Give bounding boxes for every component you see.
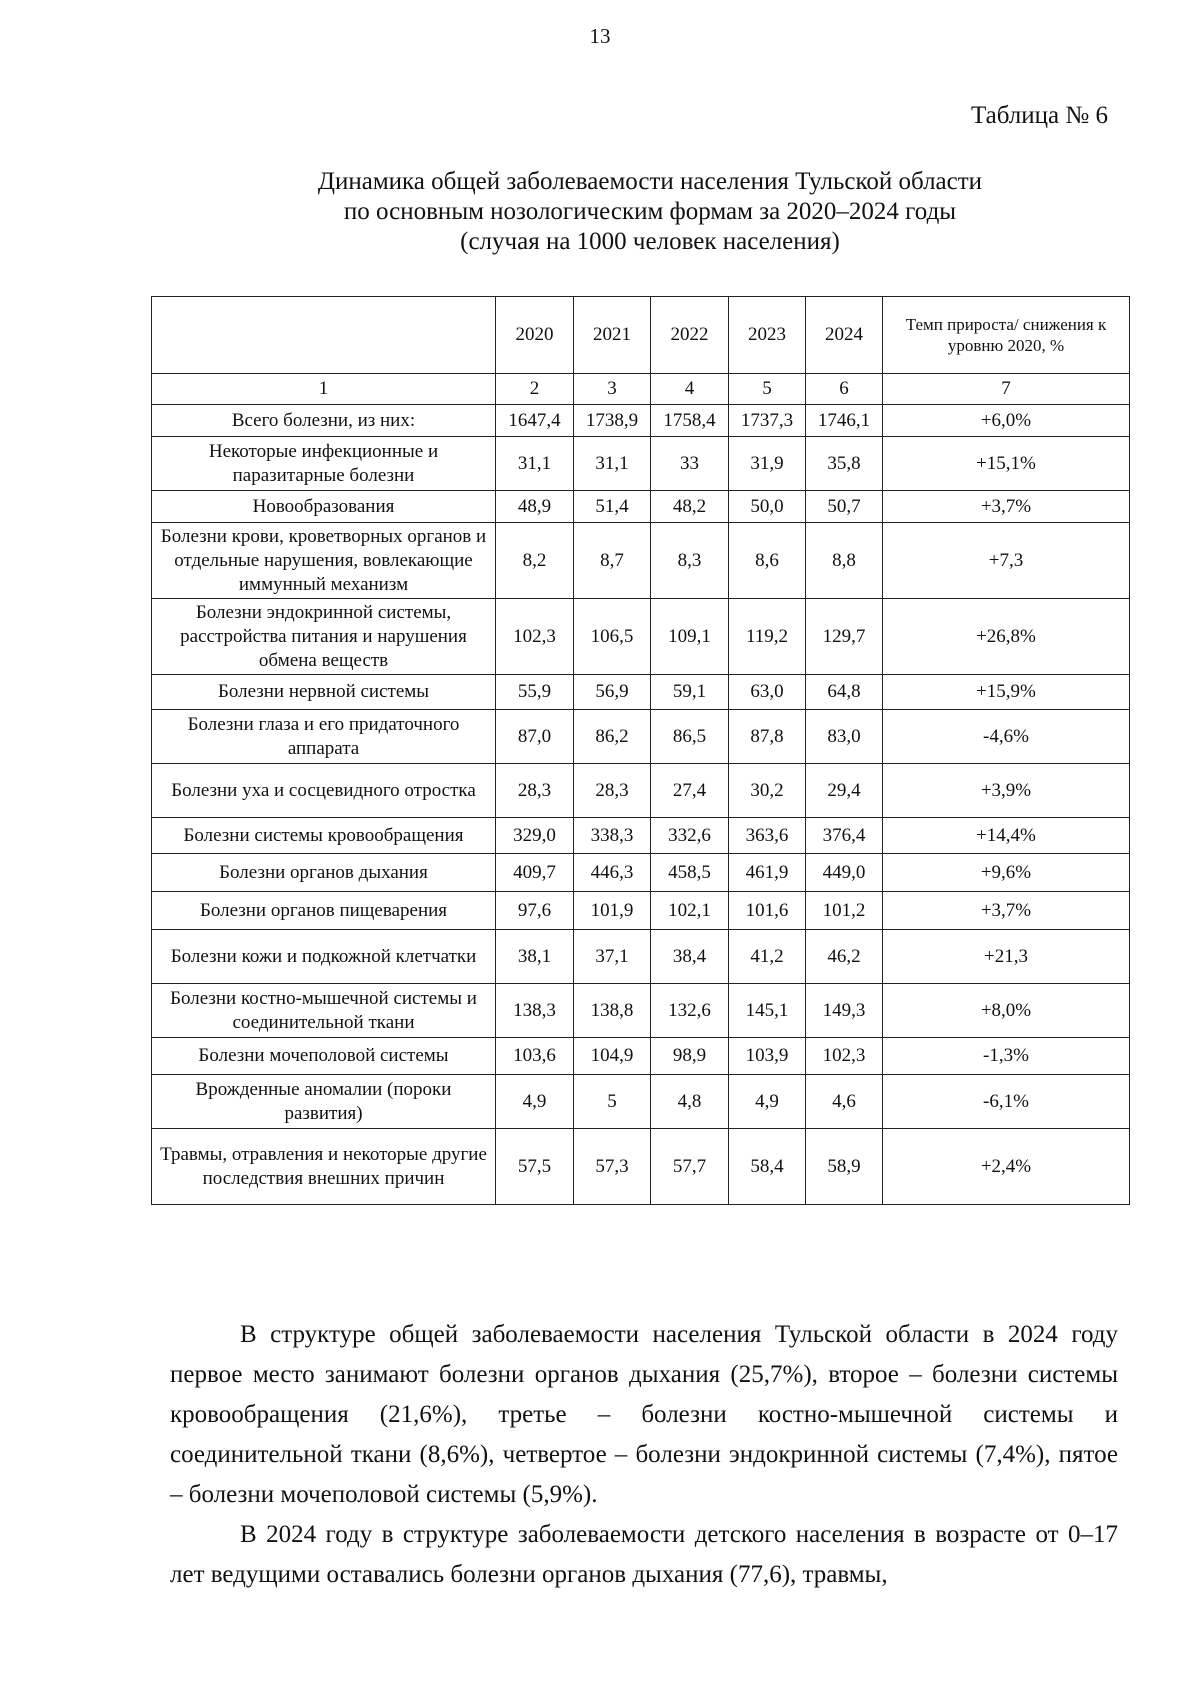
- row-name-cell: Болезни нервной системы: [152, 675, 496, 710]
- table-row: [152, 491, 1130, 523]
- value-cell-2021: 106,5: [574, 599, 651, 675]
- table-row: [152, 764, 1130, 818]
- row-name-cell: Болезни органов пищеварения: [152, 892, 496, 930]
- value-cell-2024: 29,4: [806, 764, 883, 818]
- value-cell-2022: 458,5: [651, 854, 729, 892]
- value-cell-2020: 329,0: [496, 818, 574, 854]
- value-cell-2022: 102,1: [651, 892, 729, 930]
- value-cell-2022: 48,2: [651, 491, 729, 523]
- row-name-cell: Болезни органов дыхания: [152, 854, 496, 892]
- value-cell-2020: 55,9: [496, 675, 574, 710]
- value-cell-2023: 119,2: [729, 599, 806, 675]
- growth-rate-cell: +3,9%: [883, 764, 1130, 818]
- value-cell-2024: 8,8: [806, 523, 883, 599]
- growth-rate-cell: +15,1%: [883, 437, 1130, 491]
- header-cell-name: [152, 297, 496, 374]
- value-cell-2021: 446,3: [574, 854, 651, 892]
- value-cell-2022: 38,4: [651, 930, 729, 984]
- value-cell-2020: 409,7: [496, 854, 574, 892]
- value-cell-2020: 8,2: [496, 523, 574, 599]
- header-cell-2024: 2024: [806, 297, 883, 374]
- table-row: [152, 818, 1130, 854]
- value-cell-2022: 1758,4: [651, 405, 729, 437]
- body-text: [170, 1315, 1118, 1595]
- row-name-cell: Болезни системы кровообращения: [152, 818, 496, 854]
- value-cell-2021: 338,3: [574, 818, 651, 854]
- value-cell-2023: 63,0: [729, 675, 806, 710]
- value-cell-2021: 104,9: [574, 1038, 651, 1075]
- row-name-cell: Всего болезни, из них:: [152, 405, 496, 437]
- value-cell-2024: 83,0: [806, 710, 883, 764]
- value-cell-2023: 41,2: [729, 930, 806, 984]
- growth-rate-cell: +3,7%: [883, 892, 1130, 930]
- table-row: [152, 405, 1130, 437]
- value-cell-2024: 101,2: [806, 892, 883, 930]
- paragraph: В структуре общей заболеваемости населения Тульской области в 2024 году первое место занимают болезни органов дыхания (25,7%), второе – болезни системы кровообращения (21,6%), третье – болезни костно-мышечной системы и соединительной ткани (8,6%), четвертое – болезни эндокринной системы (7,4%), пятое – болезни мочеполовой системы (5,9%).: [170, 1321, 1118, 1508]
- growth-rate-cell: -1,3%: [883, 1038, 1130, 1075]
- row-name-cell: Болезни глаза и его придаточного аппарата: [152, 710, 496, 764]
- value-cell-2022: 86,5: [651, 710, 729, 764]
- row-name-cell: Болезни крови, кроветворных органов и отдельные нарушения, вовлекающие иммунный механизм: [152, 523, 496, 599]
- column-number: 6: [806, 374, 883, 405]
- value-cell-2023: 103,9: [729, 1038, 806, 1075]
- growth-rate-cell: +9,6%: [883, 854, 1130, 892]
- header-cell-2023: 2023: [729, 297, 806, 374]
- value-cell-2024: 4,6: [806, 1075, 883, 1129]
- value-cell-2022: 33: [651, 437, 729, 491]
- value-cell-2023: 58,4: [729, 1129, 806, 1205]
- value-cell-2020: 38,1: [496, 930, 574, 984]
- value-cell-2021: 28,3: [574, 764, 651, 818]
- value-cell-2022: 109,1: [651, 599, 729, 675]
- row-name-cell: Новообразования: [152, 491, 496, 523]
- table-body: [152, 405, 1130, 1205]
- value-cell-2021: 51,4: [574, 491, 651, 523]
- row-name-cell: Некоторые инфекционные и паразитарные болезни: [152, 437, 496, 491]
- value-cell-2021: 8,7: [574, 523, 651, 599]
- value-cell-2022: 132,6: [651, 984, 729, 1038]
- value-cell-2020: 87,0: [496, 710, 574, 764]
- value-cell-2023: 30,2: [729, 764, 806, 818]
- table-row: [152, 854, 1130, 892]
- value-cell-2020: 97,6: [496, 892, 574, 930]
- table-row: [152, 984, 1130, 1038]
- header-cell-2021: 2021: [574, 297, 651, 374]
- page-number: 13: [589, 24, 611, 48]
- value-cell-2023: 101,6: [729, 892, 806, 930]
- value-cell-2023: 87,8: [729, 710, 806, 764]
- value-cell-2021: 101,9: [574, 892, 651, 930]
- table-row: [152, 1129, 1130, 1205]
- header-cell-growth-rate: Темп прироста/ снижения к уровню 2020, %: [883, 297, 1130, 374]
- value-cell-2021: 57,3: [574, 1129, 651, 1205]
- value-cell-2024: 50,7: [806, 491, 883, 523]
- table-header-row: [152, 297, 1130, 374]
- value-cell-2020: 48,9: [496, 491, 574, 523]
- value-cell-2022: 59,1: [651, 675, 729, 710]
- value-cell-2024: 129,7: [806, 599, 883, 675]
- column-number: 3: [574, 374, 651, 405]
- growth-rate-cell: +15,9%: [883, 675, 1130, 710]
- value-cell-2023: 31,9: [729, 437, 806, 491]
- value-cell-2021: 138,8: [574, 984, 651, 1038]
- growth-rate-cell: +8,0%: [883, 984, 1130, 1038]
- table-column-number-row: [152, 374, 1130, 405]
- value-cell-2022: 4,8: [651, 1075, 729, 1129]
- value-cell-2021: 5: [574, 1075, 651, 1129]
- table-title-line: по основным нозологическим формам за 2020–2024 годы: [343, 198, 957, 225]
- table-row: [152, 892, 1130, 930]
- value-cell-2023: 145,1: [729, 984, 806, 1038]
- value-cell-2020: 57,5: [496, 1129, 574, 1205]
- value-cell-2024: 376,4: [806, 818, 883, 854]
- value-cell-2021: 86,2: [574, 710, 651, 764]
- value-cell-2023: 363,6: [729, 818, 806, 854]
- growth-rate-cell: +26,8%: [883, 599, 1130, 675]
- value-cell-2020: 102,3: [496, 599, 574, 675]
- table-row: [152, 1038, 1130, 1075]
- row-name-cell: Болезни эндокринной системы, расстройства питания и нарушения обмена веществ: [152, 599, 496, 675]
- value-cell-2024: 58,9: [806, 1129, 883, 1205]
- growth-rate-cell: +3,7%: [883, 491, 1130, 523]
- table-row: [152, 710, 1130, 764]
- growth-rate-cell: +21,3: [883, 930, 1130, 984]
- row-name-cell: Болезни уха и сосцевидного отростка: [152, 764, 496, 818]
- value-cell-2020: 1647,4: [496, 405, 574, 437]
- value-cell-2020: 28,3: [496, 764, 574, 818]
- growth-rate-cell: +14,4%: [883, 818, 1130, 854]
- growth-rate-cell: -4,6%: [883, 710, 1130, 764]
- value-cell-2021: 31,1: [574, 437, 651, 491]
- value-cell-2023: 4,9: [729, 1075, 806, 1129]
- value-cell-2024: 46,2: [806, 930, 883, 984]
- header-cell-2020: 2020: [496, 297, 574, 374]
- row-name-cell: Болезни кожи и подкожной клетчатки: [152, 930, 496, 984]
- value-cell-2024: 1746,1: [806, 405, 883, 437]
- table-row: [152, 599, 1130, 675]
- value-cell-2020: 31,1: [496, 437, 574, 491]
- value-cell-2024: 35,8: [806, 437, 883, 491]
- growth-rate-cell: +6,0%: [883, 405, 1130, 437]
- value-cell-2021: 1738,9: [574, 405, 651, 437]
- column-number: 2: [496, 374, 574, 405]
- row-name-cell: Травмы, отравления и некоторые другие последствия внешних причин: [152, 1129, 496, 1205]
- value-cell-2024: 102,3: [806, 1038, 883, 1075]
- value-cell-2023: 8,6: [729, 523, 806, 599]
- value-cell-2022: 27,4: [651, 764, 729, 818]
- table-row: [152, 437, 1130, 491]
- value-cell-2022: 332,6: [651, 818, 729, 854]
- value-cell-2024: 449,0: [806, 854, 883, 892]
- value-cell-2022: 98,9: [651, 1038, 729, 1075]
- value-cell-2020: 103,6: [496, 1038, 574, 1075]
- value-cell-2022: 57,7: [651, 1129, 729, 1205]
- value-cell-2020: 4,9: [496, 1075, 574, 1129]
- paragraph: В 2024 году в структуре заболеваемости детского населения в возрасте от 0–17 лет ведущими оставались болезни органов дыхания (77,6), травмы,: [170, 1521, 1118, 1588]
- table-title: [150, 167, 1150, 257]
- table-title-line: Динамика общей заболеваемости населения Тульской области: [317, 168, 983, 195]
- value-cell-2024: 149,3: [806, 984, 883, 1038]
- row-name-cell: Болезни мочеполовой системы: [152, 1038, 496, 1075]
- table-row: [152, 1075, 1130, 1129]
- column-number: 1: [152, 374, 496, 405]
- column-number: 7: [883, 374, 1130, 405]
- value-cell-2023: 50,0: [729, 491, 806, 523]
- table-row: [152, 675, 1130, 710]
- header-cell-2022: 2022: [651, 297, 729, 374]
- morbidity-table: [151, 296, 1130, 1205]
- value-cell-2023: 461,9: [729, 854, 806, 892]
- value-cell-2024: 64,8: [806, 675, 883, 710]
- value-cell-2021: 37,1: [574, 930, 651, 984]
- table-title-line: (случая на 1000 человек населения): [460, 228, 840, 255]
- growth-rate-cell: +7,3: [883, 523, 1130, 599]
- table-row: [152, 930, 1130, 984]
- value-cell-2021: 56,9: [574, 675, 651, 710]
- table-row: [152, 523, 1130, 599]
- column-number: 4: [651, 374, 729, 405]
- value-cell-2020: 138,3: [496, 984, 574, 1038]
- value-cell-2022: 8,3: [651, 523, 729, 599]
- growth-rate-cell: -6,1%: [883, 1075, 1130, 1129]
- growth-rate-cell: +2,4%: [883, 1129, 1130, 1205]
- row-name-cell: Врожденные аномалии (пороки развития): [152, 1075, 496, 1129]
- value-cell-2023: 1737,3: [729, 405, 806, 437]
- table-label: Таблица № 6: [970, 102, 1108, 129]
- row-name-cell: Болезни костно-мышечной системы и соединительной ткани: [152, 984, 496, 1038]
- column-number: 5: [729, 374, 806, 405]
